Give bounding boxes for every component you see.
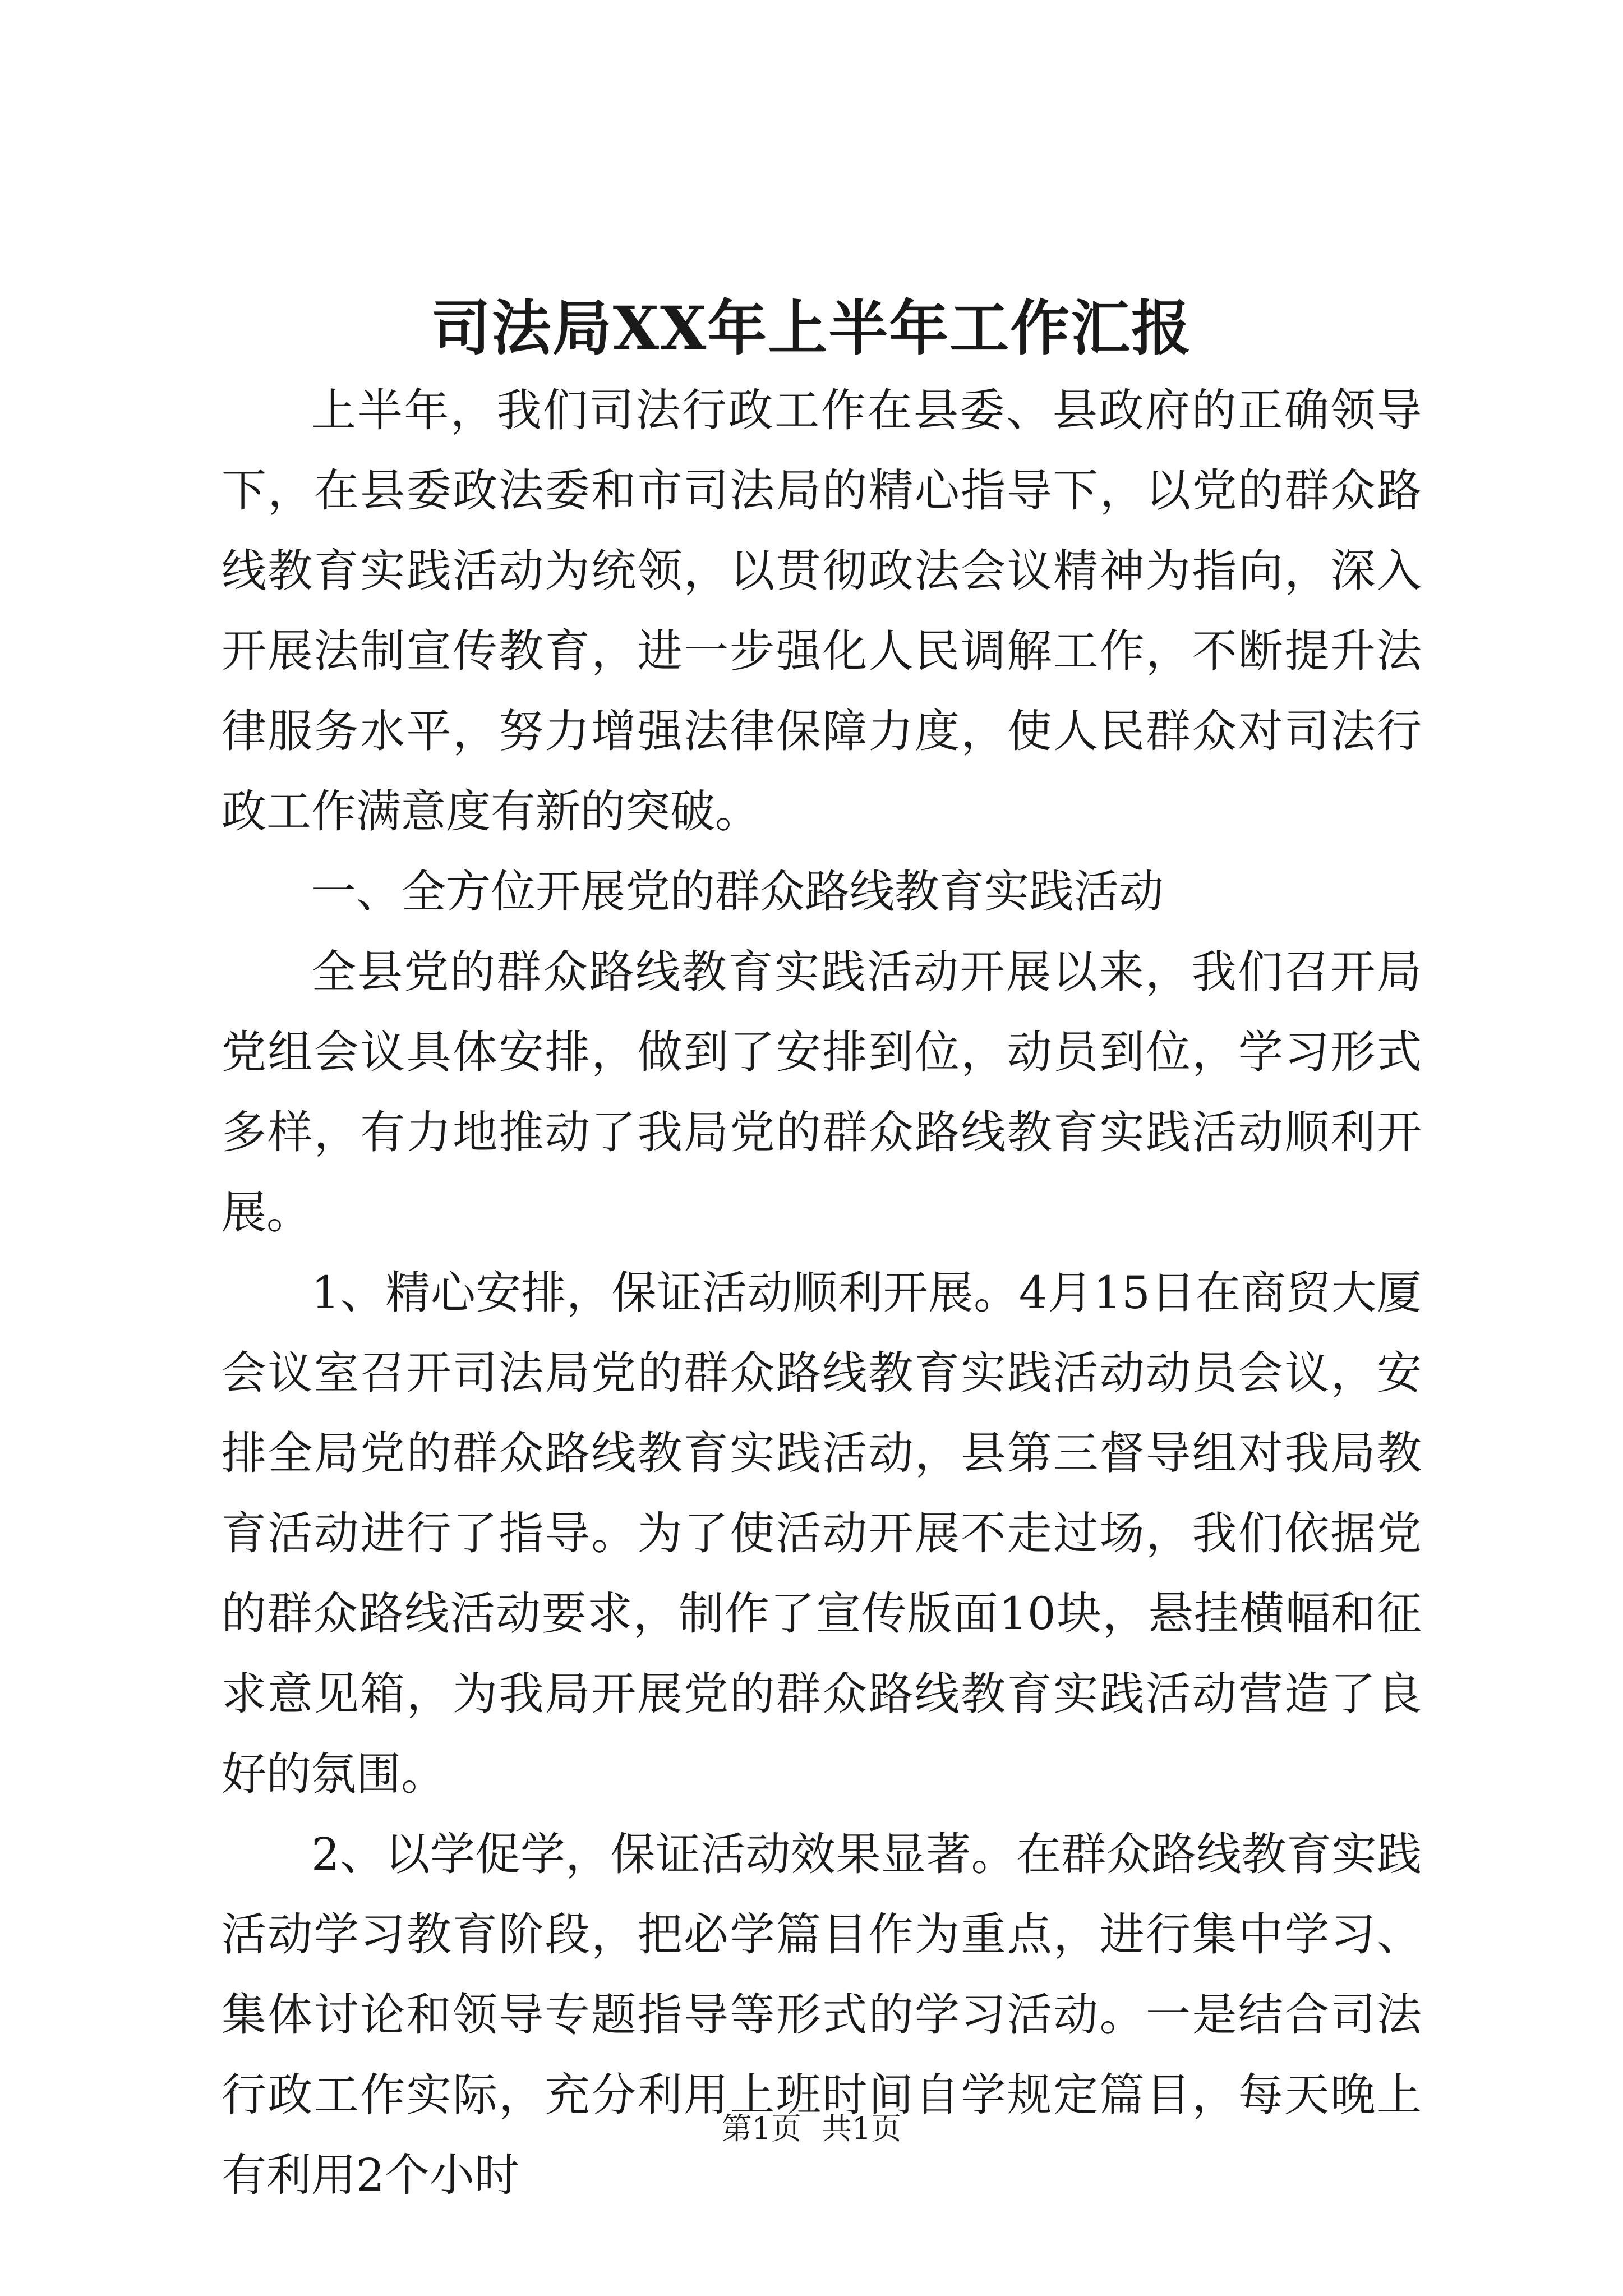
page-total: 共1页: [822, 2111, 902, 2146]
section-heading: 一、全方位开展党的群众路线教育实践活动: [311, 866, 1164, 918]
page-number: 第1页: [721, 2111, 801, 2146]
document-body: [222, 370, 1422, 2215]
document-title: 司法局XX年上半年工作汇报: [431, 293, 1192, 363]
page-footer: [0, 2109, 1623, 2148]
intro-paragraph: 上半年，我们司法行政工作在县委、县政府的正确领导下，在县委政法委和市司法局的精心指导下，以党的群众路线教育实践活动为统领，以贯彻政法会议精神为指向，深入开展法制宣传教育，进一步强化人民调解工作，不断提升法律服务水平，努力增强法律保障力度，使人民群众对司法行政工作满意度有新的突破。: [222, 384, 1422, 838]
body-paragraph: 2、以学促学，保证活动效果显著。在群众路线教育实践活动学习教育阶段，把必学篇目作为重点，进行集中学习、集体讨论和领导专题指导等形式的学习活动。一是结合司法行政工作实际，充分利用上班时间自学规定篇目，每天晚上有利用2个小时: [222, 1828, 1422, 2201]
body-paragraph: 全县党的群众路线教育实践活动开展以来，我们召开局党组会议具体安排，做到了安排到位，动员到位，学习形式多样，有力地推动了我局党的群众路线教育实践活动顺利开展。: [222, 946, 1422, 1239]
body-paragraph: 1、精心安排，保证活动顺利开展。4月15日在商贸大厦会议室召开司法局党的群众路线教育实践活动动员会议，安排全局党的群众路线教育实践活动，县第三督导组对我局教育活动进行了指导。为了使活动开展不走过场，我们依据党的群众路线活动要求，制作了宣传版面10块，悬挂横幅和征求意见箱，为我局开展党的群众路线教育实践活动营造了良好的氛围。: [222, 1267, 1422, 1800]
